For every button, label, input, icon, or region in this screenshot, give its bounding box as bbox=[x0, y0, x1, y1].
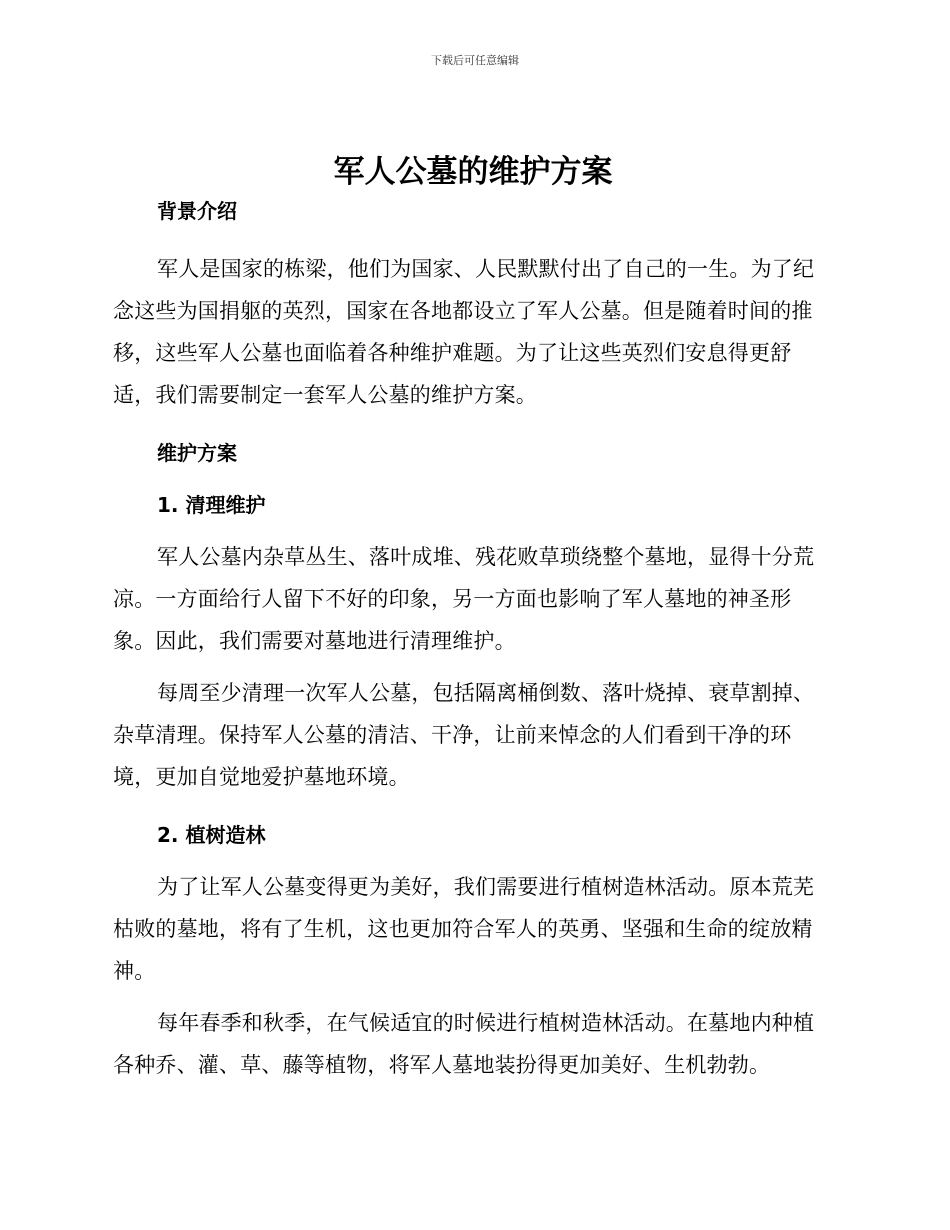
section-heading-cleaning: 1. 清理维护 bbox=[157, 493, 266, 517]
document-body bbox=[113, 150, 833, 1086]
paragraph-background-1: 军人是国家的栋梁，他们为国家、人民默默付出了自己的一生。为了纪念这些为国捐躯的英烈，国家在各地都设立了军人公墓。但是随着时间的推移，这些军人公墓也面临着各种维护难题。为了让这些英烈们安息得更舒适，我们需要制定一套军人公墓的维护方案。 bbox=[113, 257, 815, 407]
paragraph-cleaning-1: 军人公墓内杂草丛生、落叶成堆、残花败草琐绕整个墓地，显得十分荒凉。一方面给行人留下不好的印象，另一方面也影响了军人墓地的神圣形象。因此，我们需要对墓地进行清理维护。 bbox=[113, 545, 815, 653]
section-heading-planting: 2. 植树造林 bbox=[157, 823, 266, 847]
paragraph-cleaning-2: 每周至少清理一次军人公墓，包括隔离桶倒数、落叶烧掉、衰草割掉、杂草清理。保持军人公墓的清洁、干净，让前来悼念的人们看到干净的环境，更加自觉地爱护墓地环境。 bbox=[113, 681, 815, 789]
paragraph-planting-2: 每年春季和秋季，在气候适宜的时候进行植树造林活动。在墓地内种植各种乔、灌、草、藤等植物，将军人墓地装扮得更加美好、生机勃勃。 bbox=[113, 1011, 815, 1077]
document-title: 军人公墓的维护方案 bbox=[333, 154, 613, 190]
paragraph-planting-1: 为了让军人公墓变得更为美好，我们需要进行植树造林活动。原本荒芜枯败的墓地，将有了生机，这也更加符合军人的英勇、坚强和生命的绽放精神。 bbox=[113, 875, 815, 983]
section-heading-plan: 维护方案 bbox=[157, 441, 237, 465]
page-header-note: 下载后可任意编辑 bbox=[431, 54, 519, 67]
section-heading-background: 背景介绍 bbox=[157, 199, 237, 223]
